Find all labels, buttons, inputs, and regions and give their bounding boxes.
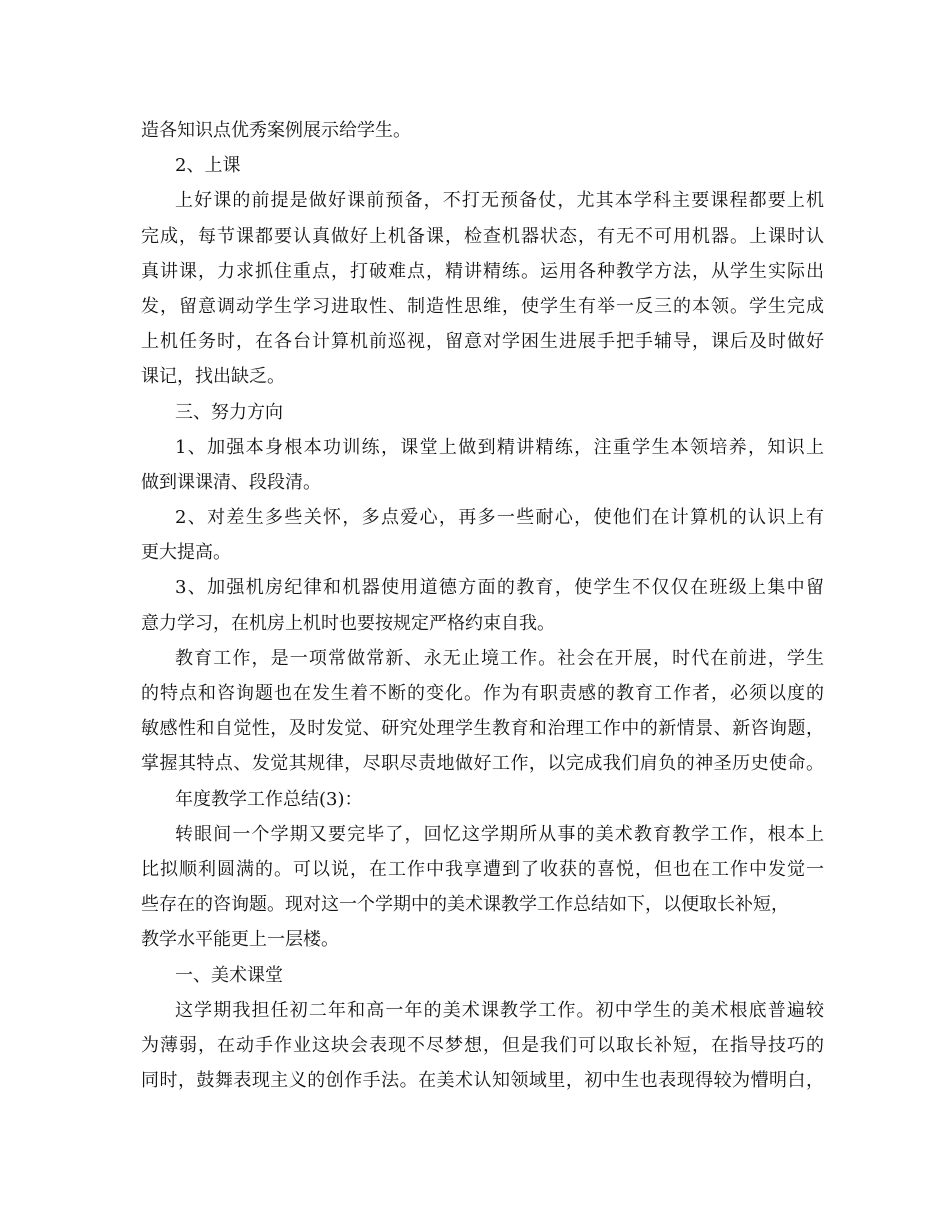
text-line: 意力学习，在机房上机时也要按规定严格约束自我。: [141, 612, 555, 634]
text-line: 比拟顺利圆满的。可以说，在工作中我享遭到了收获的喜悦，但也在工作中发觉一: [141, 858, 824, 880]
text-line: 上机任务时，在各台计算机前巡视，留意对学困生进展手把手辅导，课后及时做好: [141, 331, 824, 353]
text-line: 为薄弱，在动手作业这块会表现不尽梦想，但是我们可以取长补短，在指导技巧的: [141, 1034, 824, 1056]
text-line: 造各知识点优秀案例展示给学生。: [141, 120, 411, 141]
text-line: 完成，每节课都要认真做好上机备课，检查机器状态，有无不可用机器。上课时认: [141, 225, 824, 247]
text-line: 些存在的咨询题。现对这一个学期中的美术课教学工作总结如下，以便取长补短，: [141, 894, 789, 916]
text-line: 年度教学工作总结(3)：: [175, 788, 363, 810]
text-line: 敏感性和自觉性，及时发觉、研究处理学生教育和治理工作中的新情景、新咨询题，: [141, 718, 824, 740]
text-line: 一、美术课堂: [175, 964, 283, 986]
text-line: 这学期我担任初二年和高一年的美术课教学工作。初中学生的美术根底普遍较: [175, 999, 824, 1021]
text-line: 1、加强本身根本功训练，课堂上做到精讲精练，注重学生本领培养，知识上: [175, 436, 824, 458]
text-line: 三、努力方向: [175, 401, 283, 423]
text-line: 真讲课，力求抓住重点，打破难点，精讲精练。运用各种教学方法，从学生实际出: [141, 260, 824, 282]
text-line: 教学水平能更上一层楼。: [141, 929, 339, 951]
text-line: 课记，找出缺乏。: [141, 366, 285, 388]
text-line: 同时，鼓舞表现主义的创作手法。在美术认知领域里，初中生也表现得较为懵明白，: [141, 1070, 824, 1092]
text-line: 的特点和咨询题也在发生着不断的变化。作为有职责感的教育工作者，必须以度的: [141, 683, 824, 704]
text-line: 掌握其特点、发觉其规律，尽职尽责地做好工作，以完成我们肩负的神圣历史使命。: [141, 753, 824, 775]
document-body: [141, 113, 824, 1098]
text-line: 3、加强机房纪律和机器使用道德方面的教育，使学生不仅仅在班级上集中留: [175, 577, 824, 599]
text-line: 更大提高。: [141, 542, 231, 564]
text-line: 转眼间一个学期又要完毕了，回忆这学期所从事的美术教育教学工作，根本上: [175, 823, 824, 845]
text-line: 2、对差生多些关怀，多点爱心，再多一些耐心，使他们在计算机的认识上有: [175, 507, 824, 529]
text-line: 发，留意调动学生学习进取性、制造性思维，使学生有举一反三的本领。学生完成: [141, 295, 824, 317]
text-line: 做到课课清、段段清。: [141, 471, 321, 493]
text-line: 上好课的前提是做好课前预备，不打无预备仗，尤其本学科主要课程都要上机: [175, 190, 824, 212]
text-line: 教育工作，是一项常做常新、永无止境工作。社会在开展，时代在前进，学生: [175, 647, 824, 669]
text-line: 2、上课: [175, 155, 241, 177]
